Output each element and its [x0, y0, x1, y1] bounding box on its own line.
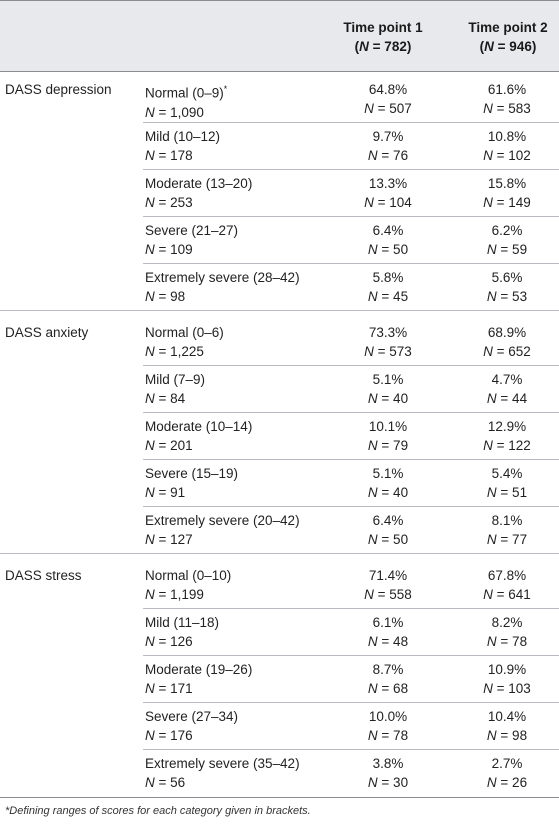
category-label: Severe (15–19) — [145, 466, 239, 481]
category-cell — [145, 323, 330, 361]
time-point-2-cell — [455, 127, 559, 165]
category-cell — [145, 464, 330, 502]
time-point-1-cell — [333, 754, 443, 792]
time-point-1-n: N = 558 — [364, 587, 412, 602]
time-point-2-n: N = 77 — [486, 532, 528, 547]
time-point-2-pct: 5.6% — [491, 270, 523, 285]
category-n: N = 176 — [145, 728, 193, 743]
table-row — [0, 511, 559, 549]
time-point-2-cell — [455, 464, 559, 502]
time-point-2-n: N = 98 — [486, 728, 528, 743]
time-point-2-pct: 5.4% — [491, 466, 523, 481]
header-time-point-2 — [453, 18, 559, 56]
time-point-1-n: N = 79 — [367, 438, 409, 453]
time-point-2-n: N = 26 — [486, 775, 528, 790]
category-n: N = 1,199 — [145, 587, 204, 602]
group-label: DASS anxiety — [5, 325, 89, 340]
time-point-2-n: N = 53 — [486, 289, 528, 304]
category-n: N = 201 — [145, 438, 193, 453]
table-row — [0, 80, 559, 118]
time-point-2-pct: 15.8% — [487, 176, 527, 191]
time-point-2-cell — [455, 613, 559, 651]
header-time-point-2-title: Time point 2 — [468, 20, 548, 35]
table-row — [0, 174, 559, 212]
category-cell — [145, 660, 330, 698]
category-cell — [145, 707, 330, 745]
time-point-1-n: N = 45 — [367, 289, 409, 304]
time-point-2-cell — [455, 707, 559, 745]
category-n: N = 1,225 — [145, 344, 204, 359]
time-point-1-n: N = 573 — [364, 344, 412, 359]
time-point-1-cell — [333, 370, 443, 408]
time-point-2-n: N = 583 — [483, 101, 531, 116]
time-point-2-n: N = 78 — [486, 634, 528, 649]
time-point-2-n: N = 59 — [486, 242, 528, 257]
time-point-1-pct: 8.7% — [372, 662, 404, 677]
time-point-2-pct: 10.9% — [487, 662, 527, 677]
category-cell — [145, 370, 330, 408]
time-point-2-pct: 6.2% — [491, 223, 523, 238]
category-n: N = 98 — [145, 289, 186, 304]
time-point-2-pct: 12.9% — [487, 419, 527, 434]
category-cell — [145, 221, 330, 259]
time-point-1-cell — [333, 613, 443, 651]
category-label: Extremely severe (35–42) — [145, 756, 300, 771]
category-label: Moderate (19–26) — [145, 662, 253, 677]
time-point-1-cell — [333, 566, 443, 604]
time-point-1-cell — [333, 707, 443, 745]
table-row — [0, 268, 559, 306]
time-point-1-cell — [333, 80, 443, 118]
category-n: N = 126 — [145, 634, 193, 649]
row-separator — [143, 702, 559, 703]
category-label: Severe (27–34) — [145, 709, 239, 724]
category-label: Normal (0–10) — [145, 568, 232, 583]
time-point-2-pct: 2.7% — [491, 756, 523, 771]
row-separator — [143, 608, 559, 609]
time-point-1-cell — [333, 268, 443, 306]
time-point-2-pct: 67.8% — [487, 568, 527, 583]
header-time-point-1-title: Time point 1 — [343, 20, 423, 35]
table-row — [0, 221, 559, 259]
time-point-1-n: N = 48 — [367, 634, 409, 649]
time-point-2-n: N = 652 — [483, 344, 531, 359]
time-point-1-pct: 6.4% — [372, 513, 404, 528]
time-point-1-pct: 6.4% — [372, 223, 404, 238]
time-point-2-cell — [455, 566, 559, 604]
time-point-1-cell — [333, 323, 443, 361]
table-row — [0, 417, 559, 455]
category-label: Normal (0–6) — [145, 325, 224, 340]
time-point-2-n: N = 641 — [483, 587, 531, 602]
category-label: Extremely severe (20–42) — [145, 513, 300, 528]
time-point-1-n: N = 78 — [367, 728, 409, 743]
table-row — [0, 613, 559, 651]
row-separator — [143, 216, 559, 217]
time-point-1-n: N = 50 — [367, 532, 409, 547]
category-label: Moderate (10–14) — [145, 419, 253, 434]
table-row — [0, 754, 559, 792]
group-separator — [0, 553, 559, 554]
table-row — [0, 660, 559, 698]
time-point-2-cell — [455, 370, 559, 408]
time-point-1-pct: 71.4% — [368, 568, 408, 583]
table-row — [0, 566, 559, 604]
row-separator — [143, 749, 559, 750]
time-point-2-pct: 61.6% — [487, 82, 527, 97]
time-point-1-pct: 73.3% — [368, 325, 408, 340]
time-point-2-pct: 8.1% — [491, 513, 523, 528]
time-point-2-pct: 10.8% — [487, 129, 527, 144]
time-point-1-n: N = 40 — [367, 391, 409, 406]
time-point-1-pct: 6.1% — [372, 615, 404, 630]
time-point-2-n: N = 102 — [483, 148, 531, 163]
category-n: N = 171 — [145, 681, 193, 696]
category-cell — [145, 566, 330, 604]
time-point-1-cell — [333, 417, 443, 455]
category-label: Mild (10–12) — [145, 129, 221, 144]
time-point-2-cell — [455, 660, 559, 698]
time-point-2-cell — [455, 221, 559, 259]
time-point-1-n: N = 50 — [367, 242, 409, 257]
category-label: Extremely severe (28–42) — [145, 270, 300, 285]
row-separator — [143, 459, 559, 460]
time-point-1-n: N = 104 — [364, 195, 412, 210]
group-label: DASS stress — [5, 568, 82, 583]
row-separator — [143, 263, 559, 264]
category-n: N = 1,090 — [145, 104, 204, 120]
time-point-1-n: N = 30 — [367, 775, 409, 790]
table-row — [0, 464, 559, 502]
footnote: *Defining ranges of scores for each category given in brackets. — [5, 805, 311, 817]
time-point-1-cell — [333, 660, 443, 698]
time-point-1-pct: 10.0% — [368, 709, 408, 724]
category-cell — [145, 613, 330, 651]
header-time-point-1 — [328, 18, 438, 56]
category-label: Mild (7–9) — [145, 372, 206, 387]
time-point-2-cell — [455, 754, 559, 792]
row-separator — [143, 412, 559, 413]
category-n: N = 127 — [145, 532, 193, 547]
time-point-1-pct: 9.7% — [372, 129, 404, 144]
row-separator — [143, 169, 559, 170]
header-time-point-1-n: (N = 782) — [354, 39, 412, 54]
row-separator — [143, 655, 559, 656]
category-cell — [145, 754, 330, 792]
row-separator — [143, 365, 559, 366]
time-point-1-cell — [333, 174, 443, 212]
time-point-1-n: N = 507 — [364, 101, 412, 116]
group-label: DASS depression — [5, 82, 112, 97]
time-point-2-n: N = 44 — [486, 391, 528, 406]
table-row — [0, 323, 559, 361]
time-point-1-n: N = 68 — [367, 681, 409, 696]
category-cell — [145, 174, 330, 212]
table-row — [0, 707, 559, 745]
row-separator — [143, 506, 559, 507]
time-point-2-pct: 8.2% — [491, 615, 523, 630]
category-cell — [145, 511, 330, 549]
table-row — [0, 370, 559, 408]
time-point-2-n: N = 122 — [483, 438, 531, 453]
category-n: N = 253 — [145, 195, 193, 210]
table-header — [0, 0, 559, 71]
group-separator — [0, 310, 559, 311]
time-point-2-n: N = 51 — [486, 485, 528, 500]
time-point-1-pct: 64.8% — [368, 82, 408, 97]
row-separator — [143, 122, 559, 123]
time-point-2-cell — [455, 268, 559, 306]
time-point-1-n: N = 76 — [367, 148, 409, 163]
category-label: Mild (11–18) — [145, 615, 220, 630]
bottom-rule — [0, 797, 559, 798]
category-n: N = 91 — [145, 485, 186, 500]
header-rule — [0, 71, 559, 72]
time-point-1-cell — [333, 127, 443, 165]
time-point-1-pct: 10.1% — [368, 419, 408, 434]
time-point-1-cell — [333, 221, 443, 259]
time-point-1-pct: 5.1% — [372, 372, 404, 387]
time-point-2-n: N = 103 — [483, 681, 531, 696]
category-label: Severe (21–27) — [145, 223, 239, 238]
time-point-2-n: N = 149 — [483, 195, 531, 210]
category-cell — [145, 417, 330, 455]
time-point-1-pct: 5.1% — [372, 466, 404, 481]
time-point-2-cell — [455, 417, 559, 455]
time-point-1-cell — [333, 511, 443, 549]
category-n: N = 178 — [145, 148, 193, 163]
time-point-1-cell — [333, 464, 443, 502]
time-point-2-cell — [455, 174, 559, 212]
time-point-1-pct: 3.8% — [372, 756, 404, 771]
category-n: N = 84 — [145, 391, 186, 406]
time-point-1-pct: 5.8% — [372, 270, 404, 285]
category-label: Moderate (13–20) — [145, 176, 253, 191]
table-row — [0, 127, 559, 165]
time-point-2-cell — [455, 511, 559, 549]
time-point-1-pct: 13.3% — [368, 176, 408, 191]
time-point-2-pct: 10.4% — [487, 709, 527, 724]
time-point-2-cell — [455, 80, 559, 118]
category-cell — [145, 80, 330, 122]
category-cell — [145, 268, 330, 306]
category-n: N = 56 — [145, 775, 186, 790]
time-point-2-cell — [455, 323, 559, 361]
category-label: Normal (0–9)* — [145, 84, 228, 101]
time-point-1-n: N = 40 — [367, 485, 409, 500]
header-time-point-2-n: (N = 946) — [479, 39, 537, 54]
time-point-2-pct: 68.9% — [487, 325, 527, 340]
category-n: N = 109 — [145, 242, 193, 257]
time-point-2-pct: 4.7% — [491, 372, 523, 387]
category-cell — [145, 127, 330, 165]
